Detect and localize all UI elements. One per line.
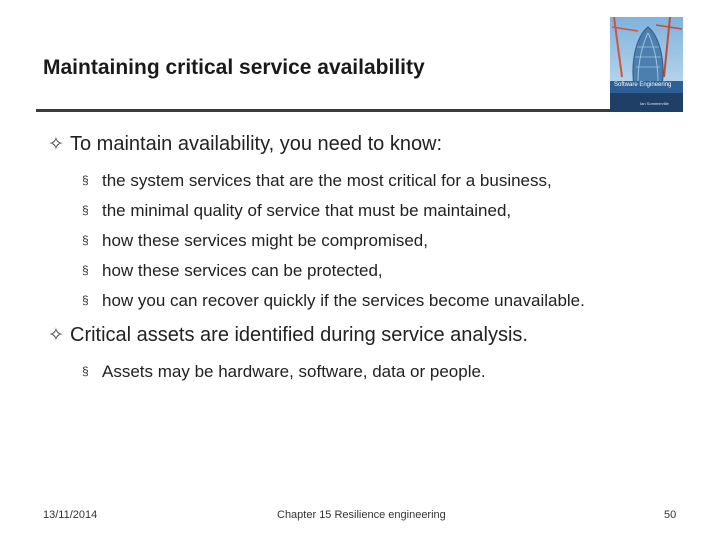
sub-bullet-text: how you can recover quickly if the services become unavailable. <box>102 291 585 310</box>
square-bullet-icon: § <box>82 233 89 247</box>
square-bullet-icon: § <box>82 203 89 217</box>
title-divider <box>36 109 612 112</box>
book-cover-title: Software Engineering <box>614 82 672 88</box>
footer-date: 13/11/2014 <box>43 509 98 521</box>
square-bullet-icon: § <box>82 173 89 187</box>
four-point-star-bullet-icon: ✧ <box>48 134 64 155</box>
sub-bullet-text: the system services that are the most critical for a business, <box>102 171 552 190</box>
bullet-item <box>48 133 442 156</box>
square-bullet-icon: § <box>82 364 89 378</box>
book-cover-author: Ian Sommerville <box>640 101 669 106</box>
bullet-text: To maintain availability, you need to know: <box>70 133 443 155</box>
bullet-text: Critical assets are identified during service analysis. <box>70 324 528 346</box>
sub-bullet-item <box>82 261 383 281</box>
sub-bullet-text: Assets may be hardware, software, data or people. <box>102 362 486 381</box>
four-point-star-bullet-icon: ✧ <box>48 325 64 346</box>
sub-bullet-item <box>82 362 486 382</box>
sub-bullet-text: how these services can be protected, <box>102 261 383 280</box>
book-cover-illustration <box>610 17 683 112</box>
sub-bullet-text: the minimal quality of service that must be maintained, <box>102 201 512 220</box>
footer-chapter: Chapter 15 Resilience engineering <box>277 509 446 521</box>
sub-bullet-text: how these services might be compromised, <box>102 231 428 250</box>
footer-page-number: 50 <box>664 509 677 521</box>
sub-bullet-item <box>82 171 552 191</box>
square-bullet-icon: § <box>82 293 89 307</box>
sub-bullet-item <box>82 231 428 251</box>
sub-bullet-item <box>82 291 585 311</box>
sub-bullet-item <box>82 201 511 221</box>
book-cover-image <box>610 17 683 112</box>
slide-title: Maintaining critical service availability <box>43 56 425 79</box>
square-bullet-icon: § <box>82 263 89 277</box>
bullet-item <box>48 324 528 347</box>
